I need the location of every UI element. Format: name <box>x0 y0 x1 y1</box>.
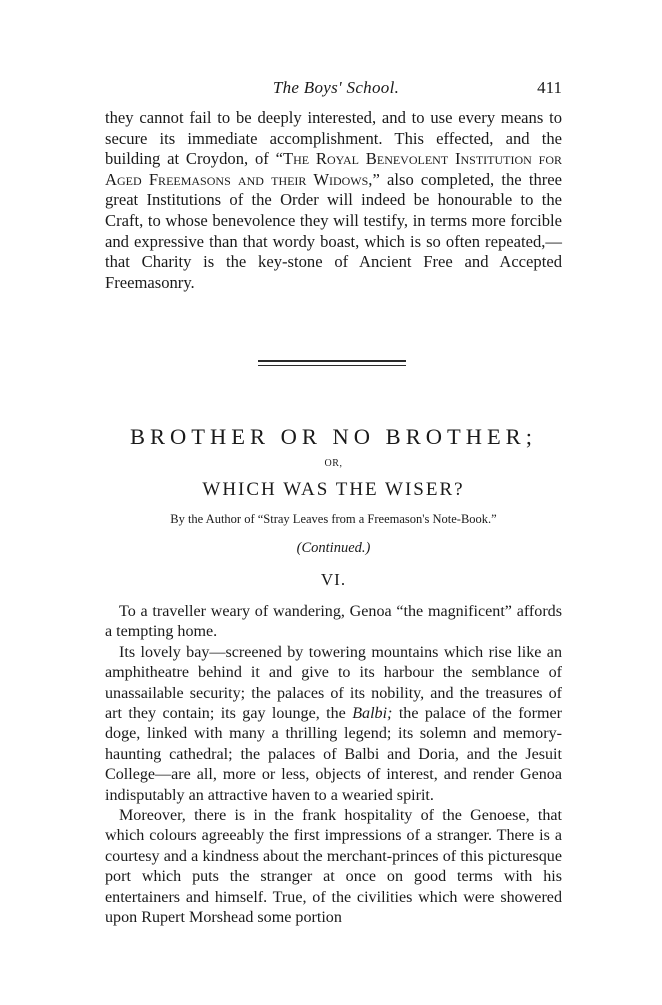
divider-thin-line <box>258 365 406 366</box>
chapter-number: VI. <box>320 570 347 589</box>
chapter-paragraph-1: To a traveller weary of wandering, Genoa “the magnificent” affords a tempting home. <box>105 603 562 641</box>
chapter-paragraph-2-before: Its lovely bay—screened by towering mountains which rise like an amphitheatre behind it and give to its harbour the semblance of unassailable security; the palaces of its nobility, and the treasures of art they contain; its gay lounge, the <box>105 643 562 723</box>
article-or-word: OR, <box>324 458 343 469</box>
section-divider <box>258 360 406 366</box>
article-title: BROTHER OR NO BROTHER; <box>130 424 537 449</box>
opening-paragraph-text <box>105 108 562 293</box>
chapter-paragraph-2 <box>105 643 562 806</box>
chapter-paragraph-2-italic: Balbi; <box>352 705 393 723</box>
chapter-paragraph-3: Moreover, there is in the frank hospitality of the Genoese, that which colours agreeably the first impressions of a stranger. There is a courtesy and a kindness about the merchant-princes of this picturesque port which puts the stranger at once on good terms with his entertainers and himself. True, of the civilities which were showered upon Rupert Morshead some portion <box>105 807 562 927</box>
divider-thick-line <box>258 360 406 362</box>
opening-text-part2: ” also completed, the three great Institutions of the Order will indeed be honourable to the Craft, to whose benevolence they will testify, in terms more forcible and expressive than that wordy boast, which is so often repeated,—that Charity is the key-stone of Ancient Free and Accepted Freemasonry. <box>105 169 563 292</box>
article-byline: By the Author of “Stray Leaves from a Freemason's Note-Book.” <box>170 512 497 526</box>
running-head <box>110 78 562 102</box>
continued-label: (Continued.) <box>296 540 371 556</box>
opening-paragraph <box>105 108 562 293</box>
continued-note <box>105 540 562 557</box>
chapter-body <box>105 602 562 929</box>
running-head-title: The Boys' School. <box>272 78 400 97</box>
institution-name: The Royal Benevolent Institution for Aged Freemasons and their Widows, <box>105 149 562 189</box>
article-subtitle: WHICH WAS THE WISER? <box>202 479 465 500</box>
opening-text-part1: they cannot fail to be deeply interested, and to use every means to secure its immediate accomplishment. This effected, and the building at Croydon, of “ <box>105 108 562 169</box>
chapter-paragraph-2-after: the palace of the former doge, linked with many a thrilling legend; its solemn and memory-haunting cathedral; the palaces of Balbi and Doria, and the Jesuit College—are all, more or less, objects of interest, and render Genoa indisputably an attractive haven to a wearied spirit. <box>105 705 562 804</box>
page-number: 411 <box>537 78 562 97</box>
